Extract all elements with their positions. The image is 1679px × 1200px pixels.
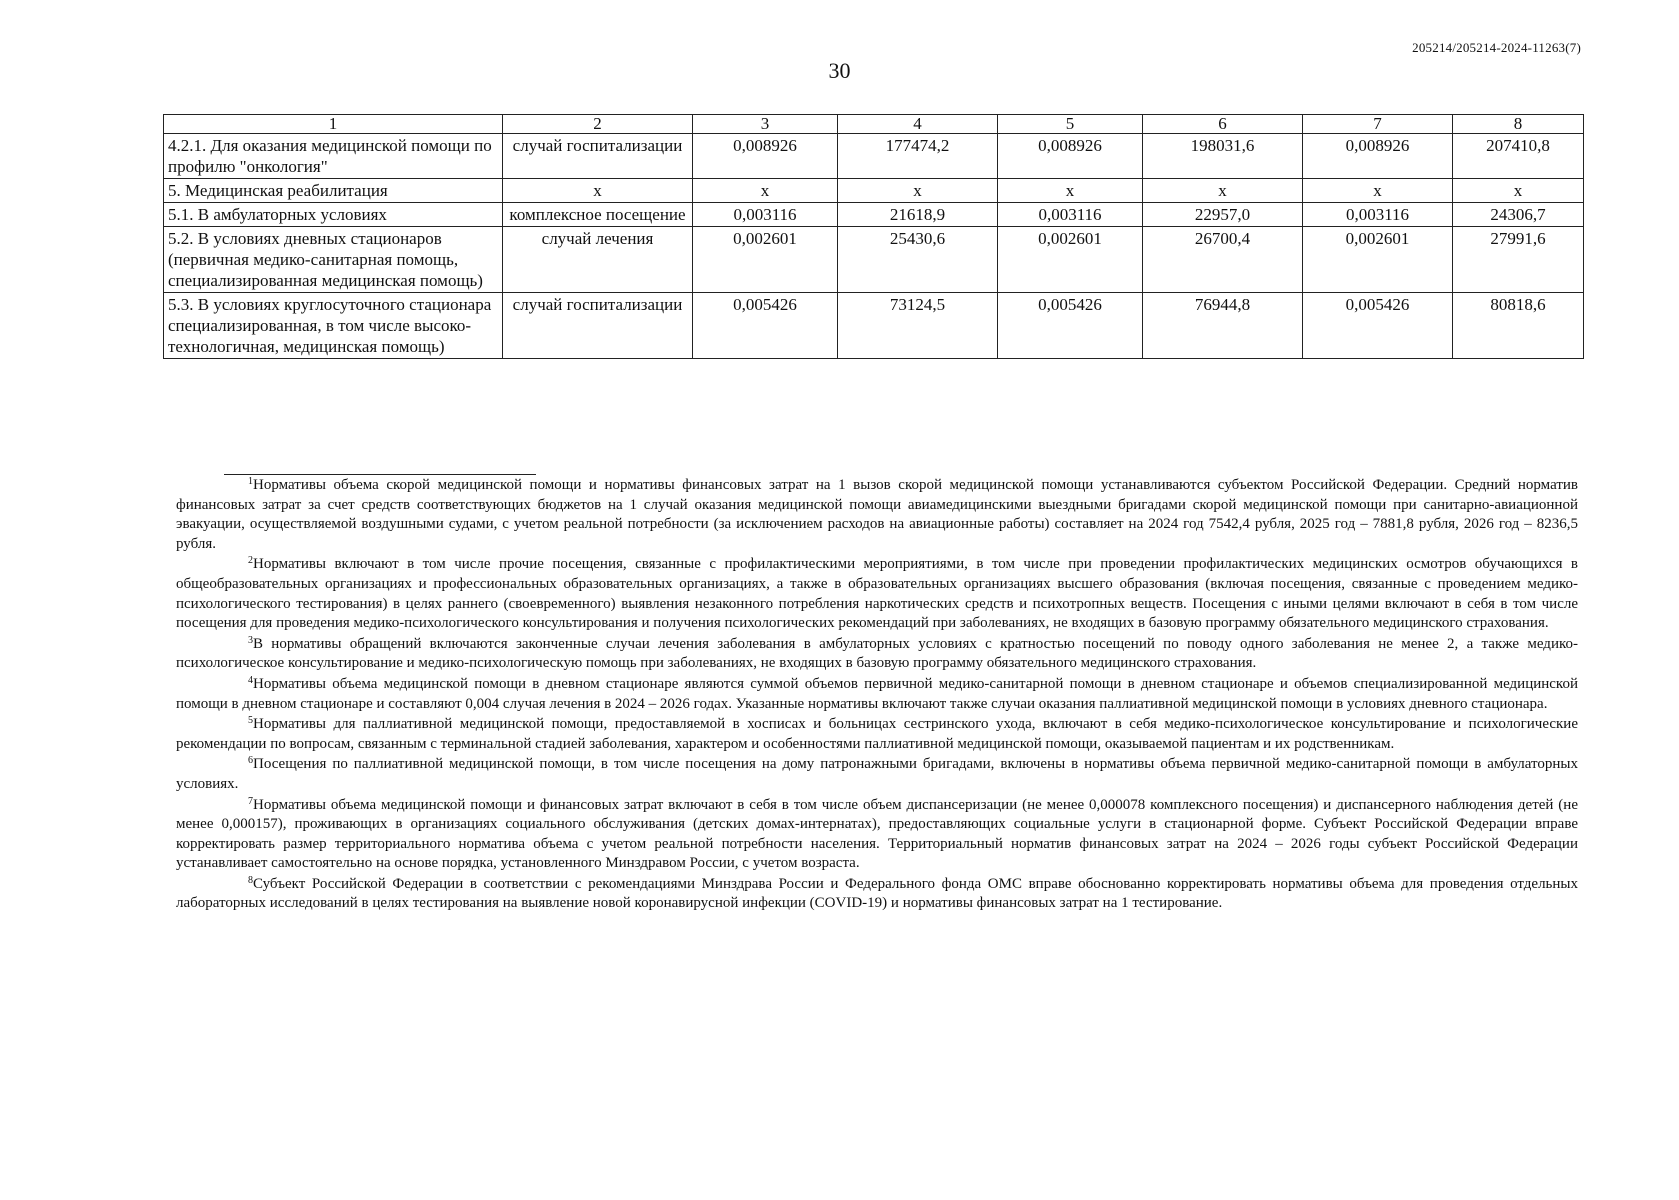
column-header: 1 — [164, 115, 503, 134]
footnote-mark: 4 — [248, 674, 253, 686]
column-header: 4 — [838, 115, 998, 134]
footnote-mark: 7 — [248, 795, 253, 807]
cell-value: 26700,4 — [1143, 227, 1303, 293]
table-row — [164, 179, 1584, 203]
footnote-mark: 3 — [248, 634, 253, 646]
table-row — [164, 134, 1584, 179]
page-number: 30 — [828, 58, 851, 83]
footnote — [176, 715, 1578, 754]
footnote — [176, 675, 1578, 714]
cell-value: 177474,2 — [838, 134, 998, 179]
footnotes — [176, 476, 1578, 915]
footnote-text: Нормативы объема медицинской помощи и финансовых затрат включают в себя в том числе объем диспансеризации (не менее 0,000078 комплексного посещения) и диспансерного наблюдения детей (не менее 0,000157), проживающих в организациях социального обслуживания (детских домах-интернатах), предоставляющих социальные услуги в стационарной форме. Субъект Российской Федерации вправе корректировать размер территориального норматива объема с учетом реальной потребности населения. Территориальный норматив финансовых затрат на 2024 – 2026 годы субъект Российской Федерации устанавливает самостоятельно на основе порядка, установленного Минздравом России, с учетом возраста. — [176, 796, 1578, 872]
footnote-text: В нормативы обращений включаются законченные случаи лечения заболевания в амбулаторных условиях с кратностью посещений по поводу одного заболевания не менее 2, а также медико-психологическое консультирование и медико-психологическую помощь при заболеваниях, не входящих в базовую программу обязательного медицинского страхования. — [176, 635, 1578, 672]
column-header: 6 — [1143, 115, 1303, 134]
footnote-text: Нормативы объема медицинской помощи в дневном стационаре являются суммой объемов первичной медико-санитарной помощи в дневном стационаре и объемов специализированной медицинской помощи в дневном стационаре и составляют 0,004 случая лечения в 2024 – 2026 годах. Указанные нормативы включают также случаи оказания паллиативной медицинской помощи в условиях дневного стационара. — [176, 675, 1578, 712]
cell-value: 0,003116 — [693, 203, 838, 227]
footnote-mark: 1 — [248, 476, 253, 487]
cell-value: 24306,7 — [1453, 203, 1584, 227]
cell-value: 0,003116 — [998, 203, 1143, 227]
row-label: 5.2. В условиях дневных стационаров (первичная медико-санитарная помощь, специализированная медицинская помощь) — [164, 227, 503, 293]
table-row — [164, 227, 1584, 293]
document-id: 205214/205214-2024-11263(7) — [1412, 40, 1581, 55]
cell-value: 0,002601 — [693, 227, 838, 293]
column-header: 2 — [503, 115, 693, 134]
cell-value: х — [838, 179, 998, 203]
cell-value: х — [1303, 179, 1453, 203]
footnote-text: Посещения по паллиативной медицинской помощи, в том числе посещения на дому патронажными бригадами, включены в нормативы объема первичной медико-санитарной помощи в амбулаторных условиях. — [176, 756, 1578, 792]
cell-value: 0,005426 — [1303, 293, 1453, 359]
cell-value: 0,008926 — [693, 134, 838, 179]
cell-value: х — [1453, 179, 1584, 203]
footnote — [176, 635, 1578, 674]
footnote-text: Нормативы для паллиативной медицинской помощи, предоставляемой в хосписах и больницах сестринского ухода, включают в себя медико-психологическое консультирование и психологические рекомендации по вопросам, связанным с терминальной стадией заболевания, характером и особенностями паллиативной медицинской помощи, оказываемой пациентам и их родственникам. — [176, 716, 1578, 752]
row-unit: случай госпитализации — [503, 134, 693, 179]
cell-value: 27991,6 — [1453, 227, 1584, 293]
footnote — [176, 796, 1578, 874]
cell-value: 80818,6 — [1453, 293, 1584, 359]
row-label: 5.3. В условиях круглосуточного стационара специализированная, в том числе высоко-технологичная, медицинская помощь) — [164, 293, 503, 359]
footnote-mark: 8 — [248, 874, 253, 886]
cell-value: 0,002601 — [998, 227, 1143, 293]
cell-value: 198031,6 — [1143, 134, 1303, 179]
table-row — [164, 293, 1584, 359]
cell-value: 76944,8 — [1143, 293, 1303, 359]
column-header: 5 — [998, 115, 1143, 134]
footnote-text: Нормативы объема скорой медицинской помощи и нормативы финансовых затрат на 1 вызов скорой медицинской помощи устанавливаются субъектом Российской Федерации. Средний норматив финансовых затрат за счет средств соответствующих бюджетов на 1 случай оказания медицинской помощи авиамедицинскими выездными бригадами скорой медицинской помощи при санитарно-авиационной эвакуации, осуществляемой воздушными судами, с учетом реальной потребности (за исключением расходов на авиационные работы) составляет на 2024 год 7542,4 рубля, 2025 год – 7881,8 рубля, 2026 год – 8236,5 рубля. — [176, 477, 1578, 552]
cell-value: 0,003116 — [1303, 203, 1453, 227]
footnote — [176, 755, 1578, 794]
row-label: 4.2.1. Для оказания медицинской помощи по профилю "онкология" — [164, 134, 503, 179]
row-label: 5.1. В амбулаторных условиях — [164, 203, 503, 227]
row-unit: случай госпитализации — [503, 293, 693, 359]
column-header: 3 — [693, 115, 838, 134]
footnote-mark: 2 — [248, 555, 253, 567]
cell-value: 0,005426 — [998, 293, 1143, 359]
cell-value: 0,002601 — [1303, 227, 1453, 293]
footnote — [176, 875, 1578, 914]
cell-value: х — [998, 179, 1143, 203]
cell-value: 0,008926 — [1303, 134, 1453, 179]
cell-value: 0,008926 — [998, 134, 1143, 179]
row-label: 5. Медицинская реабилитация — [164, 179, 503, 203]
table-header-row — [164, 115, 1584, 134]
cell-value: 22957,0 — [1143, 203, 1303, 227]
cell-value: 25430,6 — [838, 227, 998, 293]
column-header: 8 — [1453, 115, 1584, 134]
footnote-text: Субъект Российской Федерации в соответствии с рекомендациями Минздрава России и Федерального фонда ОМС вправе обоснованно корректировать нормативы объема для проведения отдельных лабораторных исследований в целях тестирования на выявление новой коронавирусной инфекции (COVID-19) и нормативы финансовых затрат на 1 тестирование. — [176, 875, 1578, 912]
footnote-mark: 6 — [248, 755, 253, 767]
norms-table — [163, 114, 1584, 359]
footnote-separator — [224, 474, 536, 475]
cell-value: 0,005426 — [693, 293, 838, 359]
row-unit: случай лечения — [503, 227, 693, 293]
cell-value: 21618,9 — [838, 203, 998, 227]
footnote-mark: 5 — [248, 715, 253, 727]
footnote — [176, 555, 1578, 633]
cell-value: 207410,8 — [1453, 134, 1584, 179]
cell-value: 73124,5 — [838, 293, 998, 359]
row-unit: комплексное посещение — [503, 203, 693, 227]
footnote-text: Нормативы включают в том числе прочие посещения, связанные с профилактическими мероприятиями, в том числе при проведении профилактических медицинских осмотров обучающихся в общеобразовательных организациях и профессиональных образовательных организациях, а также в образовательных организациях высшего образования (включая посещения, связанные с проведением медико-психологического тестирования) в целях раннего (своевременного) выявления незаконного потребления наркотических средств и психотропных веществ. Посещения с иными целями включают в себя в том числе посещения для проведения медико-психологического консультирования и получения психологических рекомендаций при заболеваниях, не входящих в базовую программу обязательного медицинского страхования. — [176, 556, 1578, 632]
table-row — [164, 203, 1584, 227]
cell-value: х — [1143, 179, 1303, 203]
footnote — [176, 476, 1578, 554]
row-unit: х — [503, 179, 693, 203]
column-header: 7 — [1303, 115, 1453, 134]
cell-value: х — [693, 179, 838, 203]
